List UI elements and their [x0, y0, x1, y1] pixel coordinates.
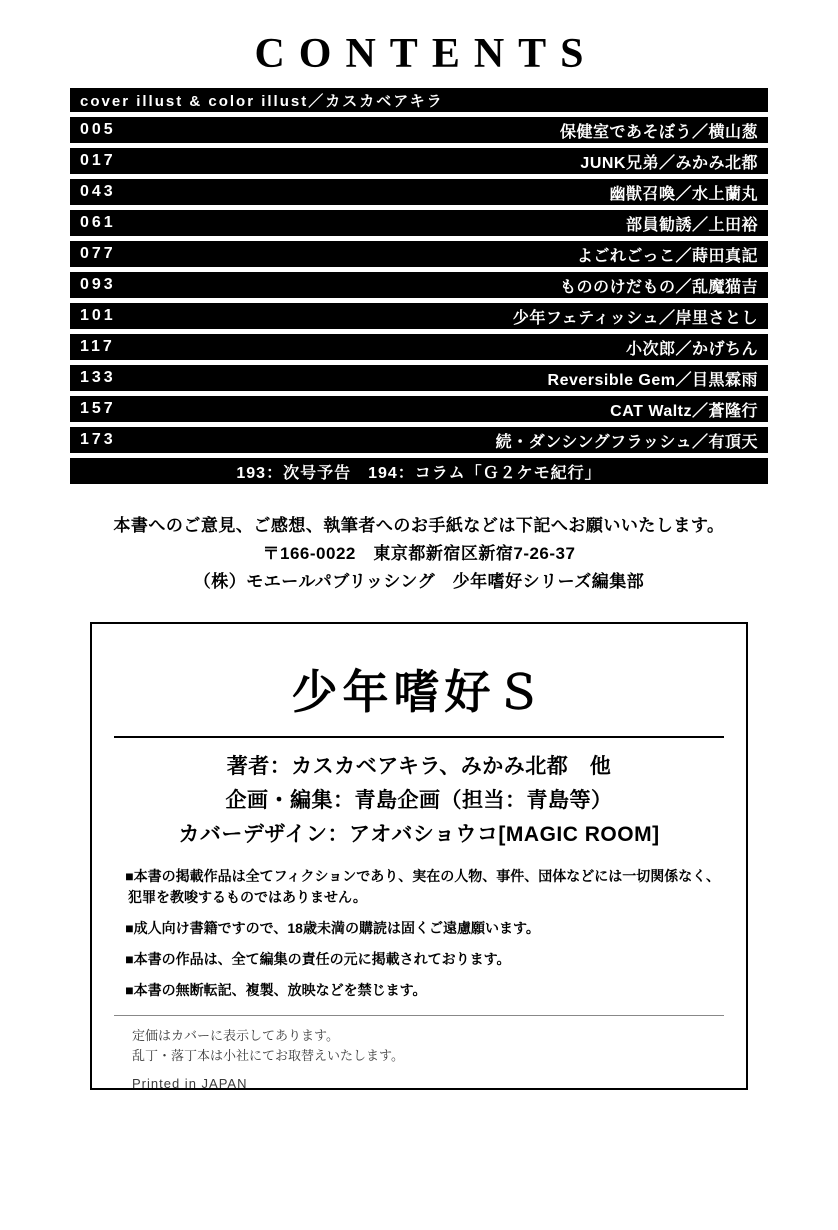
address-line: 〒166-0022 東京都新宿区新宿7-26-37 [262, 544, 576, 563]
toc-page-number: 077 [80, 245, 116, 262]
toc-page-number: 043 [80, 183, 116, 200]
credit-line-cover-design: カバーデザイン：アオバショウコ[MAGIC ROOM] [178, 823, 660, 846]
toc-entry-title: Reversible Gem／目黒霖雨 [547, 371, 758, 389]
toc-page-number: 101 [80, 307, 116, 324]
footer-notes [114, 1026, 724, 1094]
toc-entry-title: 部員勧誘／上田裕 [625, 216, 758, 234]
table-row[interactable] [70, 148, 768, 174]
divider [114, 736, 724, 738]
toc-entry-title: CAT Waltz／蒼隆行 [610, 402, 758, 420]
toc-page-number: 157 [80, 400, 116, 417]
divider-thin [114, 1015, 724, 1016]
table-of-contents [70, 88, 768, 484]
toc-page-number: 093 [80, 276, 116, 293]
toc-footer-row[interactable] [70, 458, 768, 484]
toc-credit-header [70, 88, 768, 112]
table-row[interactable] [70, 334, 768, 360]
notices-list [114, 866, 724, 1001]
toc-entry-title: JUNK兄弟／みかみ北都 [580, 154, 758, 172]
credit-line-author: 著者：カスカベアキラ、みかみ北都 他 [226, 755, 612, 778]
page-title: CONTENTS [254, 31, 598, 77]
page-root [0, 30, 838, 1230]
table-row[interactable] [70, 427, 768, 453]
book-title: 少年嗜好Ｓ [291, 665, 547, 719]
table-row[interactable] [70, 396, 768, 422]
table-row[interactable] [70, 117, 768, 143]
table-row[interactable] [70, 179, 768, 205]
list-item: ■本書の掲載作品は全てフィクションであり、実在の人物、事件、団体などには一切関係なく、犯罪を教唆するものではありません。 [125, 868, 720, 905]
toc-entry-title: 保健室であそぼう／横山葱 [559, 123, 758, 141]
toc-entry-title: もののけだもの／乱魔猫吉 [559, 278, 758, 296]
table-row[interactable] [70, 303, 768, 329]
toc-page-number: 133 [80, 369, 116, 386]
list-item: ■成人向け書籍ですので、18歳未満の購読は固くご遠慮願います。 [125, 920, 540, 936]
list-item: ■本書の無断転記、複製、放映などを禁じます。 [125, 982, 427, 998]
list-item: ■本書の作品は、全て編集の責任の元に掲載されております。 [125, 951, 511, 967]
toc-page-number: 061 [80, 214, 116, 231]
credits-list [114, 750, 724, 852]
printed-in-label: Printed in JAPAN [132, 1076, 248, 1091]
toc-page-number: 017 [80, 152, 116, 169]
table-row[interactable] [70, 241, 768, 267]
toc-entry-title: よごれごっこ／蒔田真記 [576, 247, 758, 265]
footer-note-defect: 乱丁・落丁本は小社にてお取替えいたします。 [132, 1048, 404, 1063]
address-block [70, 512, 768, 596]
credit-line-editor: 企画・編集：青島企画（担当：青島等） [225, 789, 613, 812]
toc-page-number: 173 [80, 431, 116, 448]
toc-entry-title: 少年フェティッシュ／岸里さとし [512, 309, 758, 327]
address-line: 本書へのご意見、ご感想、執筆者へのお手紙などは下記へお願いいたします。 [113, 516, 725, 535]
toc-credit-header-text: cover illust & color illust／カスカベアキラ [80, 92, 444, 110]
colophon-box [90, 622, 748, 1090]
toc-entry-title: 幽獣召喚／水上蘭丸 [609, 185, 758, 203]
toc-footer-text: 193：次号予告 194：コラム「Ｇ２ケモ紀行」 [236, 464, 602, 482]
table-row[interactable] [70, 272, 768, 298]
footer-note-price: 定価はカバーに表示してあります。 [132, 1028, 339, 1043]
toc-page-number: 117 [80, 338, 115, 355]
address-line: （株）モエールパブリッシング 少年嗜好シリーズ編集部 [193, 572, 645, 591]
toc-entry-title: 小次郎／かげちん [625, 340, 758, 358]
toc-entry-title: 続・ダンシングフラッシュ／有頂天 [495, 433, 758, 451]
table-row[interactable] [70, 365, 768, 391]
table-row[interactable] [70, 210, 768, 236]
toc-page-number: 005 [80, 121, 116, 138]
